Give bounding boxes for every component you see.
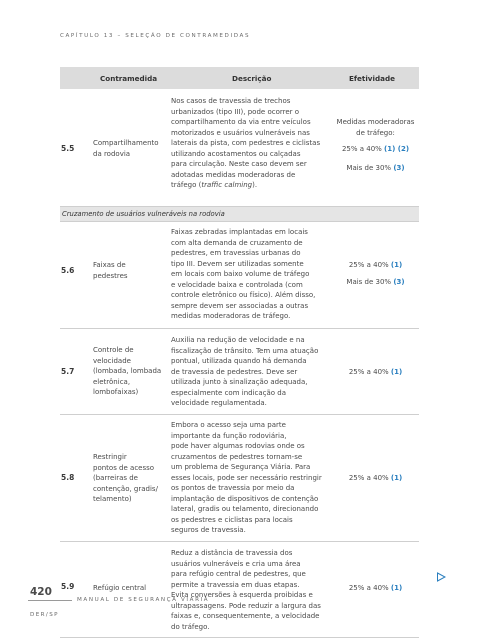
table-header	[60, 67, 419, 89]
header-efetividade: Efetividade	[349, 74, 395, 83]
table-row	[60, 89, 419, 207]
row-contramedida: Faixas de pedestres	[93, 261, 128, 280]
triangle-right-outline-icon[interactable]	[436, 572, 446, 582]
header-contramedida: Contramedida	[100, 74, 158, 83]
row-contramedida: Compartilhamento da rodovia	[93, 139, 159, 158]
countermeasures-table	[60, 67, 419, 638]
row-number: 5.6	[61, 266, 75, 275]
page-number: 420	[30, 586, 52, 598]
table-row	[60, 329, 419, 415]
row-descricao: Auxilia na redução de velocidade e na fiscalização de trânsito. Tem uma atuação pontual, utilizada quando há demanda de travessia de pedestres. Deve ser utilizada junto à sinalização adequada, especialmente com indicação da velocidade regulamentada.	[171, 336, 319, 407]
row-contramedida: Refúgio central	[93, 584, 147, 592]
footer-divider	[28, 600, 72, 601]
row-number: 5.7	[61, 367, 75, 376]
row-efetividade: 25% a 40% (1) Mais de 30% (3)	[346, 261, 405, 286]
row-efetividade: 25% a 40% (1)	[348, 368, 403, 376]
row-descricao: Faixas zebradas implantadas em locais com alta demanda de cruzamento de pedestres, em travessias urbanas do tipo III. Devem ser utilizadas somente em locais com baixo volume de tráfego e velocidade baixa e controlada (com controle eletrônico ou físico). Além disso, sempre devem ser associadas a outras medidas moderadoras de tráfego.	[171, 228, 316, 320]
footer-org: DER/SP	[30, 612, 59, 618]
running-head: CAPÍTULO 13 – SELEÇÃO DE CONTRAMEDIDAS	[60, 33, 251, 39]
row-contramedida: Restringir pontos de acesso (barreiras de contenção, gradis/ telamento)	[93, 453, 158, 503]
row-descricao: Reduz a distância de travessia dos usuários vulneráveis e cria uma área para refúgio central de pedestres, que permite a travessia em duas etapas. Evita conversões à esquerda proibidas e ultrapassagens. Pode reduzir a largura das faixas e, consequentemente, a velocidade do tráfego.	[171, 549, 321, 631]
row-efetividade: Medidas moderadoras de tráfego: 25% a 40% (1) (2) Mais de 30% (3)	[336, 118, 415, 172]
row-descricao: Nos casos de travessia de trechos urbanizados (tipo III), pode ocorrer o compartilhamento da via entre veículos motorizados e usuários vulneráveis nas laterais da pista, com pedestres e ciclistas utilizando acostamentos ou calçadas para circulação. Neste caso devem ser adotadas medidas moderadoras de tráfego (traffic calming).	[171, 97, 321, 189]
header-descricao: Descrição	[232, 74, 272, 83]
footer-book-title: MANUAL DE SEGURANÇA VIÁRIA	[77, 597, 210, 603]
table-row	[60, 415, 419, 542]
row-efetividade: 25% a 40% (1)	[348, 474, 403, 482]
section-heading: Cruzamento de usuários vulneráveis na rodovia	[60, 207, 419, 222]
row-number: 5.8	[61, 473, 75, 482]
row-contramedida: Controle de velocidade (lombada, lombada eletrônica, lombofaixas)	[93, 346, 162, 396]
table-row	[60, 542, 419, 638]
row-number: 5.5	[61, 144, 75, 153]
table-row	[60, 222, 419, 329]
row-number: 5.9	[61, 582, 75, 591]
row-descricao: Embora o acesso seja uma parte importante da função rodoviária, pode haver algumas rodovias onde os cruzamentos de pedestres tornam-se um problema de Segurança Viária. Para esses locais, pode ser necessário restringir os pontos de travessia por meio da implantação de dispositivos de contenção lateral, gradis ou telamento, direcionando os pedestres e ciclistas para locais seguros de travessia.	[171, 421, 322, 534]
row-efetividade: 25% a 40% (1)	[348, 584, 403, 592]
